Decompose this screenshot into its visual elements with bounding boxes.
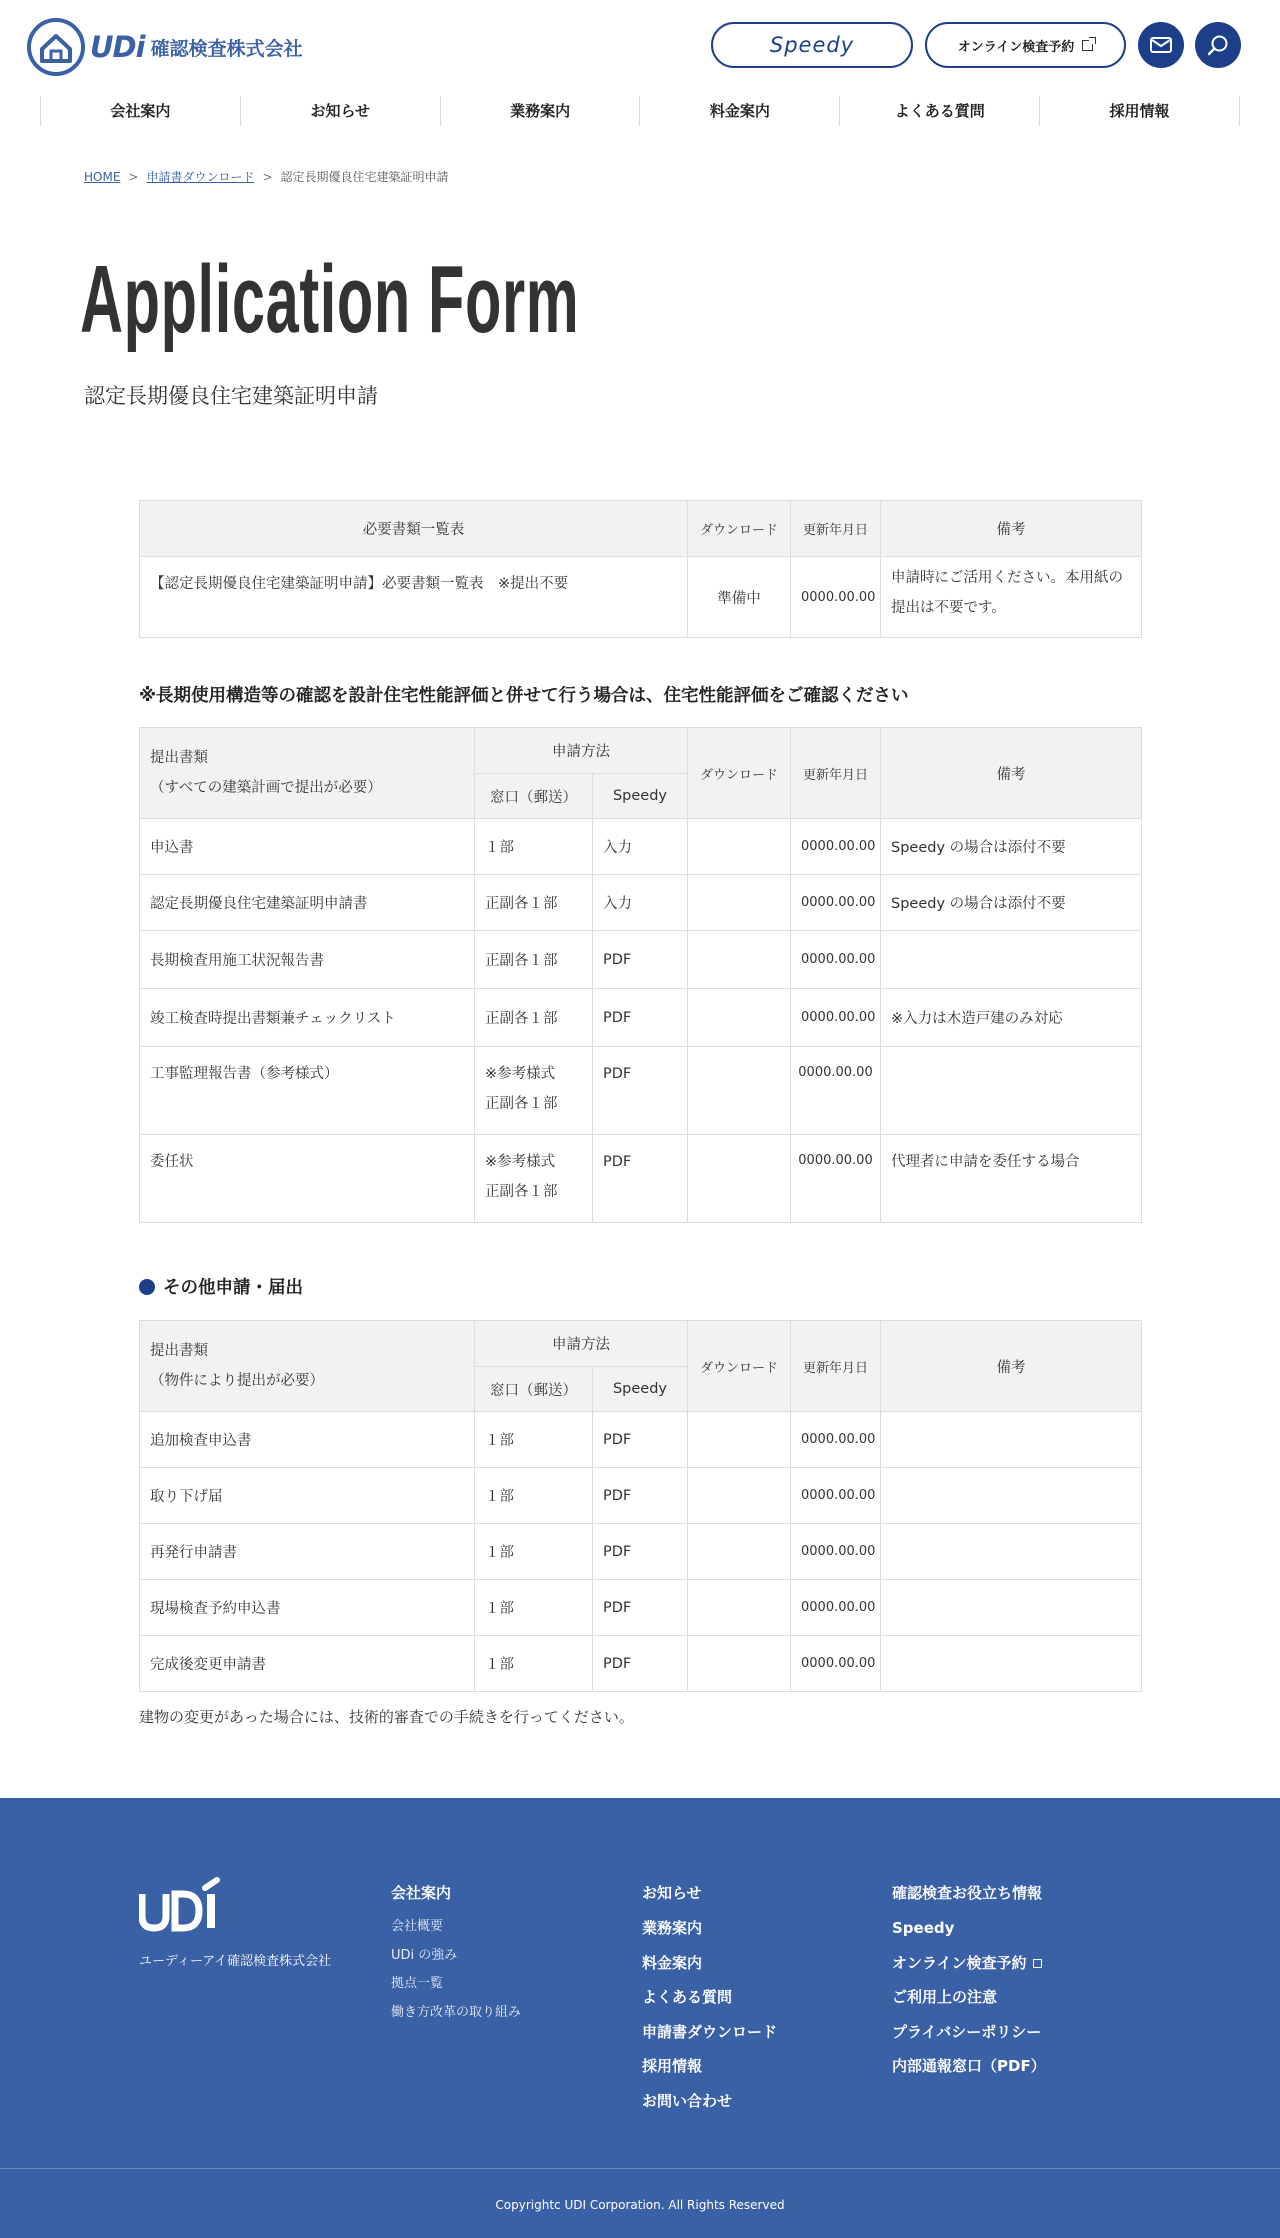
table-row xyxy=(140,1524,1142,1580)
update-date: 0000.00.00 xyxy=(791,1047,881,1135)
speedy-method: PDF xyxy=(593,1636,688,1692)
update-date: 0000.00.00 xyxy=(791,1135,881,1223)
breadcrumb-home-link[interactable]: HOME xyxy=(84,170,121,184)
speedy-method: PDF xyxy=(593,1047,688,1135)
footer-link-terms[interactable]: ご利用上の注意 xyxy=(892,1988,998,2006)
logo-company-name: 確認検査株式会社 xyxy=(150,38,303,60)
external-link-icon xyxy=(1033,1959,1042,1968)
search-icon xyxy=(1207,34,1229,56)
download-cell xyxy=(688,1135,791,1223)
site-footer xyxy=(0,1798,1280,2238)
table-row xyxy=(140,819,1142,875)
breadcrumb-separator: > xyxy=(128,170,139,184)
download-cell xyxy=(688,989,791,1047)
nav-item-news[interactable]: お知らせ xyxy=(240,96,440,126)
table-header xyxy=(140,728,475,819)
download-cell xyxy=(688,819,791,875)
window-copies: １部 xyxy=(475,1468,593,1524)
footer-udi-logo-icon[interactable] xyxy=(139,1876,223,1934)
footer-link-company[interactable]: 会社案内 xyxy=(391,1884,452,1902)
table-header: 更新年月日 xyxy=(791,501,881,557)
footer-company-name: ユーディーアイ確認検査株式会社 xyxy=(139,1954,332,1969)
nav-item-company[interactable]: 会社案内 xyxy=(40,96,240,126)
window-copies: 正副各１部 xyxy=(475,931,593,989)
change-procedure-note: 建物の変更があった場合には、技術的審査での手続きを行ってください。 xyxy=(139,1708,634,1726)
table-row xyxy=(140,875,1142,931)
house-logo-icon xyxy=(26,17,86,77)
window-copies: １部 xyxy=(475,1524,593,1580)
section-heading xyxy=(139,1274,303,1299)
window-note: ※参考様式 xyxy=(485,1154,556,1170)
update-date: 0000.00.00 xyxy=(791,1524,881,1580)
download-cell xyxy=(688,1468,791,1524)
breadcrumb-current: 認定長期優良住宅建築証明申請 xyxy=(280,170,449,184)
table-row xyxy=(140,989,1142,1047)
footer-link-services[interactable]: 業務案内 xyxy=(642,1919,703,1937)
table-header: 更新年月日 xyxy=(791,1321,881,1412)
table-row xyxy=(140,1047,1142,1135)
footer-link-locations[interactable]: 拠点一覧 xyxy=(391,1976,444,1992)
update-date: 0000.00.00 xyxy=(791,1468,881,1524)
document-name: 認定長期優良住宅建築証明申請書 xyxy=(140,875,475,931)
table-header: 更新年月日 xyxy=(791,728,881,819)
update-date: 0000.00.00 xyxy=(791,931,881,989)
update-date: 0000.00.00 xyxy=(791,1580,881,1636)
download-cell xyxy=(688,1412,791,1468)
speedy-method: PDF xyxy=(593,1135,688,1223)
page-title: Application Form xyxy=(80,246,580,353)
table-row xyxy=(140,557,1142,638)
remarks xyxy=(881,1636,1142,1692)
document-name: 工事監理報告書（参考様式） xyxy=(140,1047,475,1135)
speedy-method: PDF xyxy=(593,1524,688,1580)
document-name: 取り下げ届 xyxy=(140,1468,475,1524)
submission-documents-table xyxy=(139,727,1142,1223)
speedy-method: PDF xyxy=(593,989,688,1047)
window-copies xyxy=(475,1135,593,1223)
document-name: 現場検査予約申込書 xyxy=(140,1580,475,1636)
download-cell xyxy=(688,1524,791,1580)
footer-link-downloads[interactable]: 申請書ダウンロード xyxy=(642,2022,778,2041)
speedy-method: PDF xyxy=(593,1580,688,1636)
speedy-method: PDF xyxy=(593,1468,688,1524)
table-header: 窓口（郵送） xyxy=(475,1367,593,1412)
table-header: 必要書類一覧表 xyxy=(140,501,688,557)
table-row xyxy=(140,1468,1142,1524)
breadcrumb xyxy=(84,168,449,185)
window-copies: １部 xyxy=(475,1636,593,1692)
table-row xyxy=(140,1135,1142,1223)
contact-mail-button[interactable] xyxy=(1138,22,1184,68)
logo-udi-text: UDi xyxy=(90,30,145,64)
header-doc-label: 提出書類 xyxy=(150,1343,208,1359)
nav-item-services[interactable]: 業務案内 xyxy=(440,96,640,126)
site-logo[interactable] xyxy=(26,17,303,77)
speedy-button[interactable] xyxy=(711,22,913,68)
online-reservation-button[interactable] xyxy=(925,22,1126,68)
table-header: 備考 xyxy=(881,1321,1142,1412)
document-name: 委任状 xyxy=(140,1135,475,1223)
speedy-label: Speedy xyxy=(769,33,855,57)
update-date: 0000.00.00 xyxy=(791,819,881,875)
nav-item-recruit[interactable]: 採用情報 xyxy=(1039,96,1240,126)
footer-col-company xyxy=(391,1882,521,2027)
table-header: ダウンロード xyxy=(688,1321,791,1412)
document-name: 【認定長期優良住宅建築証明申請】必要書類一覧表 ※提出不要 xyxy=(140,557,688,638)
footer-link-whistleblower[interactable]: 内部通報窓口（PDF） xyxy=(892,2057,1046,2075)
footer-col-info xyxy=(892,1882,1046,2084)
remarks: 代理者に申請を委任する場合 xyxy=(881,1135,1142,1223)
window-copies: １部 xyxy=(475,1412,593,1468)
remarks xyxy=(881,1412,1142,1468)
document-name: 申込書 xyxy=(140,819,475,875)
table-header: 申請方法 xyxy=(475,1321,688,1367)
footer-link-work-reform[interactable]: 働き方改革の取り組み xyxy=(391,2004,522,2020)
footer-link-useful-info[interactable]: 確認検査お役立ち情報 xyxy=(892,1884,1043,1902)
window-count: 正副各１部 xyxy=(485,1096,558,1112)
window-count: 正副各１部 xyxy=(485,1184,558,1200)
footer-online-label: オンライン検査予約 xyxy=(892,1953,1027,1972)
download-status: 準備中 xyxy=(688,557,791,638)
mail-icon xyxy=(1150,37,1172,53)
remarks xyxy=(881,1580,1142,1636)
speedy-method: PDF xyxy=(593,931,688,989)
table-row xyxy=(140,1580,1142,1636)
footer-link-contact[interactable]: お問い合わせ xyxy=(642,2091,733,2110)
page-subtitle: 認定長期優良住宅建築証明申請 xyxy=(84,384,378,408)
download-cell xyxy=(688,1636,791,1692)
required-documents-table xyxy=(139,500,1142,638)
table-header: 備考 xyxy=(881,728,1142,819)
download-cell xyxy=(688,875,791,931)
header-doc-sublabel: （物件により提出が必要） xyxy=(150,1373,324,1389)
table-header: Speedy xyxy=(593,1367,688,1412)
performance-evaluation-note: ※長期使用構造等の確認を設計住宅性能評価と併せて行う場合は、住宅性能評価をご確認ください xyxy=(139,686,909,706)
speedy-method: PDF xyxy=(593,1412,688,1468)
site-header xyxy=(0,0,1280,184)
document-name: 再発行申請書 xyxy=(140,1524,475,1580)
nav-item-pricing[interactable]: 料金案内 xyxy=(639,96,839,126)
section-heading-label: その他申請・届出 xyxy=(163,1278,303,1298)
table-header: ダウンロード xyxy=(688,728,791,819)
footer-link-online-reservation[interactable] xyxy=(892,1946,1046,1981)
table-header: 申請方法 xyxy=(475,728,688,774)
header-doc-sublabel: （すべての建築計画で提出が必要） xyxy=(150,780,382,796)
document-name: 竣工検査時提出書類兼チェックリスト xyxy=(140,989,475,1047)
footer-link-overview[interactable]: 会社概要 xyxy=(391,1919,444,1934)
update-date: 0000.00.00 xyxy=(791,557,881,638)
footer-link-recruit[interactable]: 採用情報 xyxy=(642,2057,703,2075)
speedy-method: 入力 xyxy=(593,819,688,875)
table-header xyxy=(140,1321,475,1412)
remarks: ※入力は木造戸建のみ対応 xyxy=(881,989,1142,1047)
window-note: ※参考様式 xyxy=(485,1066,556,1082)
remarks xyxy=(881,1524,1142,1580)
footer-link-faq[interactable]: よくある質問 xyxy=(642,1988,733,2006)
document-name: 完成後変更申請書 xyxy=(140,1636,475,1692)
window-copies: １部 xyxy=(475,1580,593,1636)
update-date: 0000.00.00 xyxy=(791,875,881,931)
breadcrumb-parent-link[interactable]: 申請書ダウンロード xyxy=(146,170,255,184)
table-header: 備考 xyxy=(881,501,1142,557)
table-header: 窓口（郵送） xyxy=(475,774,593,819)
table-row xyxy=(140,931,1142,989)
remarks: Speedy の場合は添付不要 xyxy=(881,819,1142,875)
remarks: Speedy の場合は添付不要 xyxy=(881,875,1142,931)
online-reservation-label: オンライン検査予約 xyxy=(957,39,1075,55)
window-copies: １部 xyxy=(475,819,593,875)
speedy-method: 入力 xyxy=(593,875,688,931)
footer-link-speedy[interactable]: Speedy xyxy=(892,1919,955,1937)
bullet-dot-icon xyxy=(139,1279,155,1295)
document-name: 追加検査申込書 xyxy=(140,1412,475,1468)
footer-link-privacy[interactable]: プライバシーポリシー xyxy=(892,2022,1042,2041)
document-name: 長期検査用施工状況報告書 xyxy=(140,931,475,989)
footer-col-main xyxy=(642,1882,777,2118)
copyright: Copyrightc UDI Corporation. All Rights Reserved xyxy=(495,2198,785,2212)
table-header: Speedy xyxy=(593,774,688,819)
download-cell xyxy=(688,1580,791,1636)
window-copies xyxy=(475,1047,593,1135)
footer-link-news[interactable]: お知らせ xyxy=(642,1884,702,1902)
footer-divider xyxy=(0,2168,1280,2169)
breadcrumb-separator: > xyxy=(262,170,273,184)
remarks: 申請時にご活用ください。本用紙の提出は不要です。 xyxy=(881,557,1142,638)
global-nav xyxy=(40,96,1240,126)
table-row xyxy=(140,1412,1142,1468)
update-date: 0000.00.00 xyxy=(791,1412,881,1468)
footer-link-strengths[interactable]: UDi の強み xyxy=(391,1947,458,1963)
remarks xyxy=(881,1047,1142,1135)
remarks xyxy=(881,931,1142,989)
table-header: ダウンロード xyxy=(688,501,791,557)
window-copies: 正副各１部 xyxy=(475,875,593,931)
nav-item-faq[interactable]: よくある質問 xyxy=(839,96,1039,126)
remarks xyxy=(881,1468,1142,1524)
search-button[interactable] xyxy=(1195,22,1241,68)
download-cell xyxy=(688,931,791,989)
update-date: 0000.00.00 xyxy=(791,1636,881,1692)
table-row xyxy=(140,1636,1142,1692)
external-link-icon xyxy=(1082,40,1093,51)
header-doc-label: 提出書類 xyxy=(150,750,208,766)
update-date: 0000.00.00 xyxy=(791,989,881,1047)
footer-link-pricing[interactable]: 料金案内 xyxy=(642,1953,703,1972)
window-copies: 正副各１部 xyxy=(475,989,593,1047)
download-cell xyxy=(688,1047,791,1135)
other-applications-table xyxy=(139,1320,1142,1692)
